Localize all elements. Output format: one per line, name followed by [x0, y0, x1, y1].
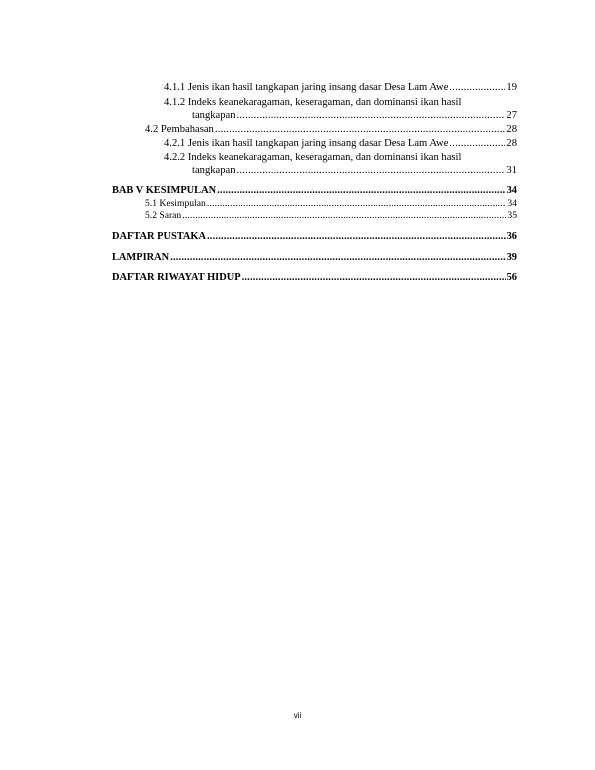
- toc-label: tangkapan: [192, 110, 236, 121]
- toc-label: 5.2 Saran: [145, 210, 182, 221]
- toc-page: 34: [506, 185, 517, 196]
- toc-leader: [449, 82, 505, 94]
- toc-leader: [242, 272, 506, 284]
- toc-entry-4-2-2-cont[interactable]: [112, 165, 517, 177]
- toc-label: BAB V KESIMPULAN: [112, 185, 217, 196]
- toc-label: DAFTAR RIWAYAT HIDUP: [112, 272, 241, 283]
- toc-entry-4-1-2-cont[interactable]: [112, 110, 517, 122]
- toc-entry-4-1-1[interactable]: [112, 82, 517, 94]
- toc-entry-lampiran[interactable]: [112, 252, 517, 264]
- toc-page: 34: [507, 198, 517, 209]
- toc-label: 4.2.1 Jenis ikan hasil tangkapan jaring insang dasar Desa Lam Awe: [164, 138, 449, 149]
- toc-page: 56: [506, 272, 517, 283]
- toc-label: LAMPIRAN: [112, 252, 170, 263]
- toc-entry-5-1[interactable]: [112, 198, 517, 210]
- toc-label: 4.1.2 Indeks keanekaragaman, keseragaman, dan dominansi ikan hasil: [164, 97, 462, 108]
- toc-page: 35: [507, 210, 517, 221]
- toc-entry-daftar-riwayat-hidup[interactable]: [112, 272, 517, 284]
- toc-entry-daftar-pustaka[interactable]: [112, 231, 517, 243]
- toc-entry-4-1-2[interactable]: [164, 97, 461, 109]
- page-number: vii: [293, 711, 302, 720]
- toc-leader: [170, 252, 505, 264]
- toc-page: 27: [506, 110, 517, 121]
- toc-label: 4.1.1 Jenis ikan hasil tangkapan jaring insang dasar Desa Lam Awe: [164, 82, 449, 93]
- toc-leader: [207, 198, 507, 210]
- toc-leader: [237, 165, 506, 177]
- toc-leader: [237, 110, 506, 122]
- toc-entry-bab-v[interactable]: [112, 185, 517, 197]
- toc-label: 4.2.2 Indeks keanekaragaman, keseragaman, dan dominansi ikan hasil: [164, 152, 462, 163]
- toc-entry-4-2-1[interactable]: [112, 138, 517, 150]
- toc-label: 5.1 Kesimpulan: [145, 198, 206, 209]
- toc-leader: [182, 210, 506, 222]
- toc-page: 19: [506, 82, 517, 93]
- toc-entry-4-2-2[interactable]: [164, 152, 461, 164]
- toc-page: 31: [506, 165, 517, 176]
- toc-label: 4.2 Pembahasan: [145, 124, 214, 135]
- toc-label: tangkapan: [192, 165, 236, 176]
- toc-entry-5-2[interactable]: [112, 210, 517, 222]
- toc-leader: [217, 185, 505, 197]
- toc-leader: [449, 138, 505, 150]
- toc-label: DAFTAR PUSTAKA: [112, 231, 206, 242]
- toc-entry-4-2[interactable]: [112, 124, 517, 136]
- toc-page: 39: [506, 252, 517, 263]
- toc-leader: [207, 231, 506, 243]
- toc-page: 28: [506, 138, 517, 149]
- toc-page: 36: [506, 231, 517, 242]
- toc-page: 28: [506, 124, 517, 135]
- toc-leader: [215, 124, 506, 136]
